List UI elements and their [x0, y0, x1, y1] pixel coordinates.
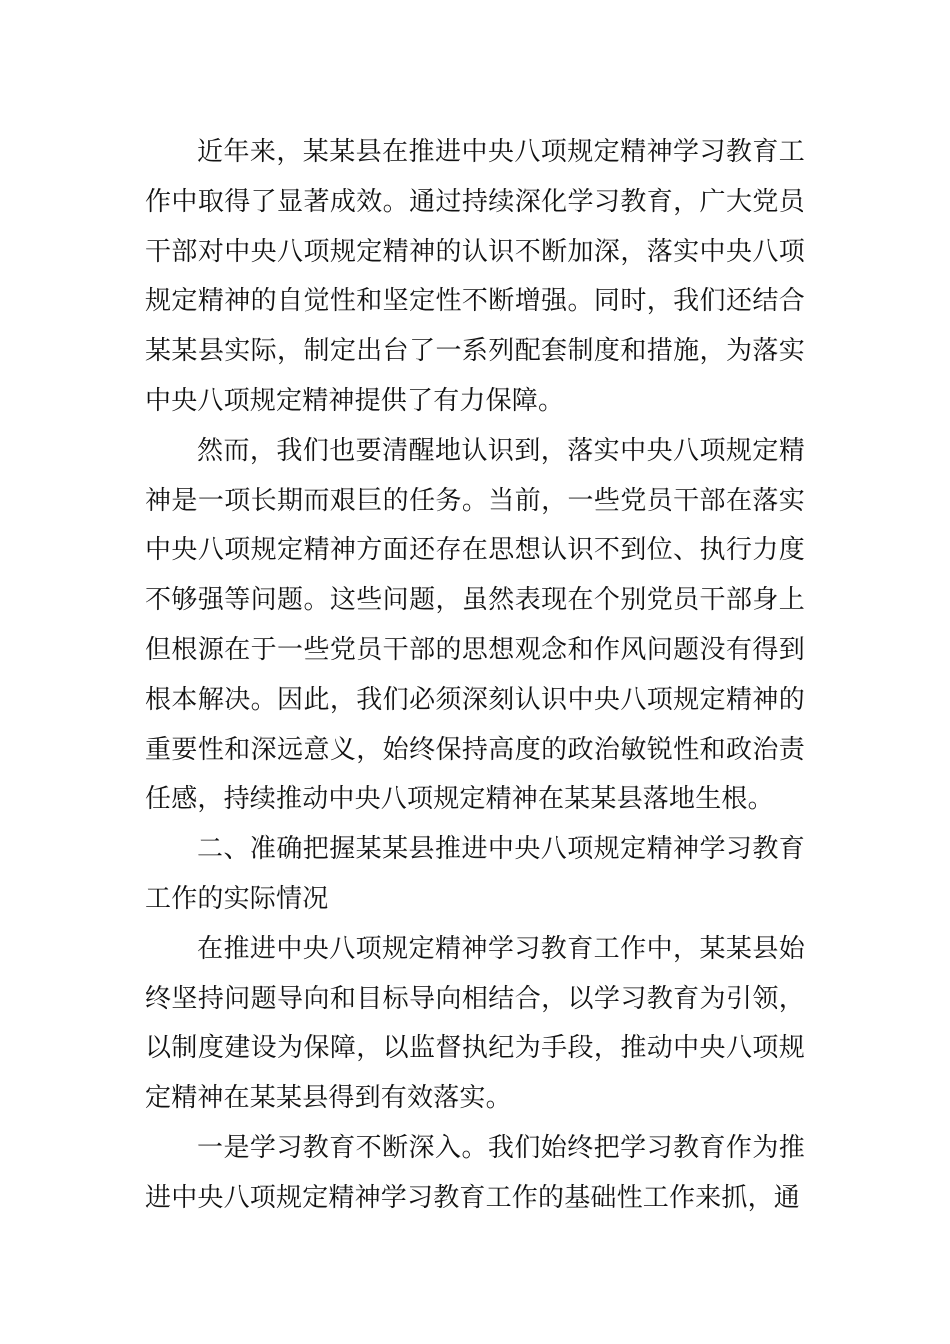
paragraph-intro-achievements: 近年来，某某县在推进中央八项规定精神学习教育工作中取得了显著成效。通过持续深化学习教育，广大党员干部对中央八项规定精神的认识不断加深，落实中央八项规定精神的自觉性和坚定性不断增强。同时，我们还结合某某县实际，制定出台了一系列配套制度和措施，为落实中央八项规定精神提供了有力保障。: [145, 137, 805, 416]
document-body: [145, 128, 805, 1224]
paragraph-point-1: 一是学习教育不断深入。我们始终把学习教育作为推进中央八项规定精神学习教育工作的基础性工作来抓，通: [145, 1132, 805, 1213]
section-heading-2: 二、准确把握某某县推进中央八项规定精神学习教育工作的实际情况: [145, 834, 805, 914]
paragraph-section-2-overview: 在推进中央八项规定精神学习教育工作中，某某县始终坚持问题导向和目标导向相结合，以学习教育为引领，以制度建设为保障，以监督执纪为手段，推动中央八项规定精神在某某县得到有效落实。: [145, 933, 805, 1114]
paragraph-challenges: 然而，我们也要清醒地认识到，落实中央八项规定精神是一项长期而艰巨的任务。当前，一些党员干部在落实中央八项规定精神方面还存在思想认识不到位、执行力度不够强等问题。这些问题，虽然表现在个别党员干部身上但根源在于一些党员干部的思想观念和作风问题没有得到根本解决。因此，我们必须深刻认识中央八项规定精神的重要性和深远意义，始终保持高度的政治敏锐性和政治责任感，持续推动中央八项规定精神在某某县落地生根。: [145, 435, 805, 815]
